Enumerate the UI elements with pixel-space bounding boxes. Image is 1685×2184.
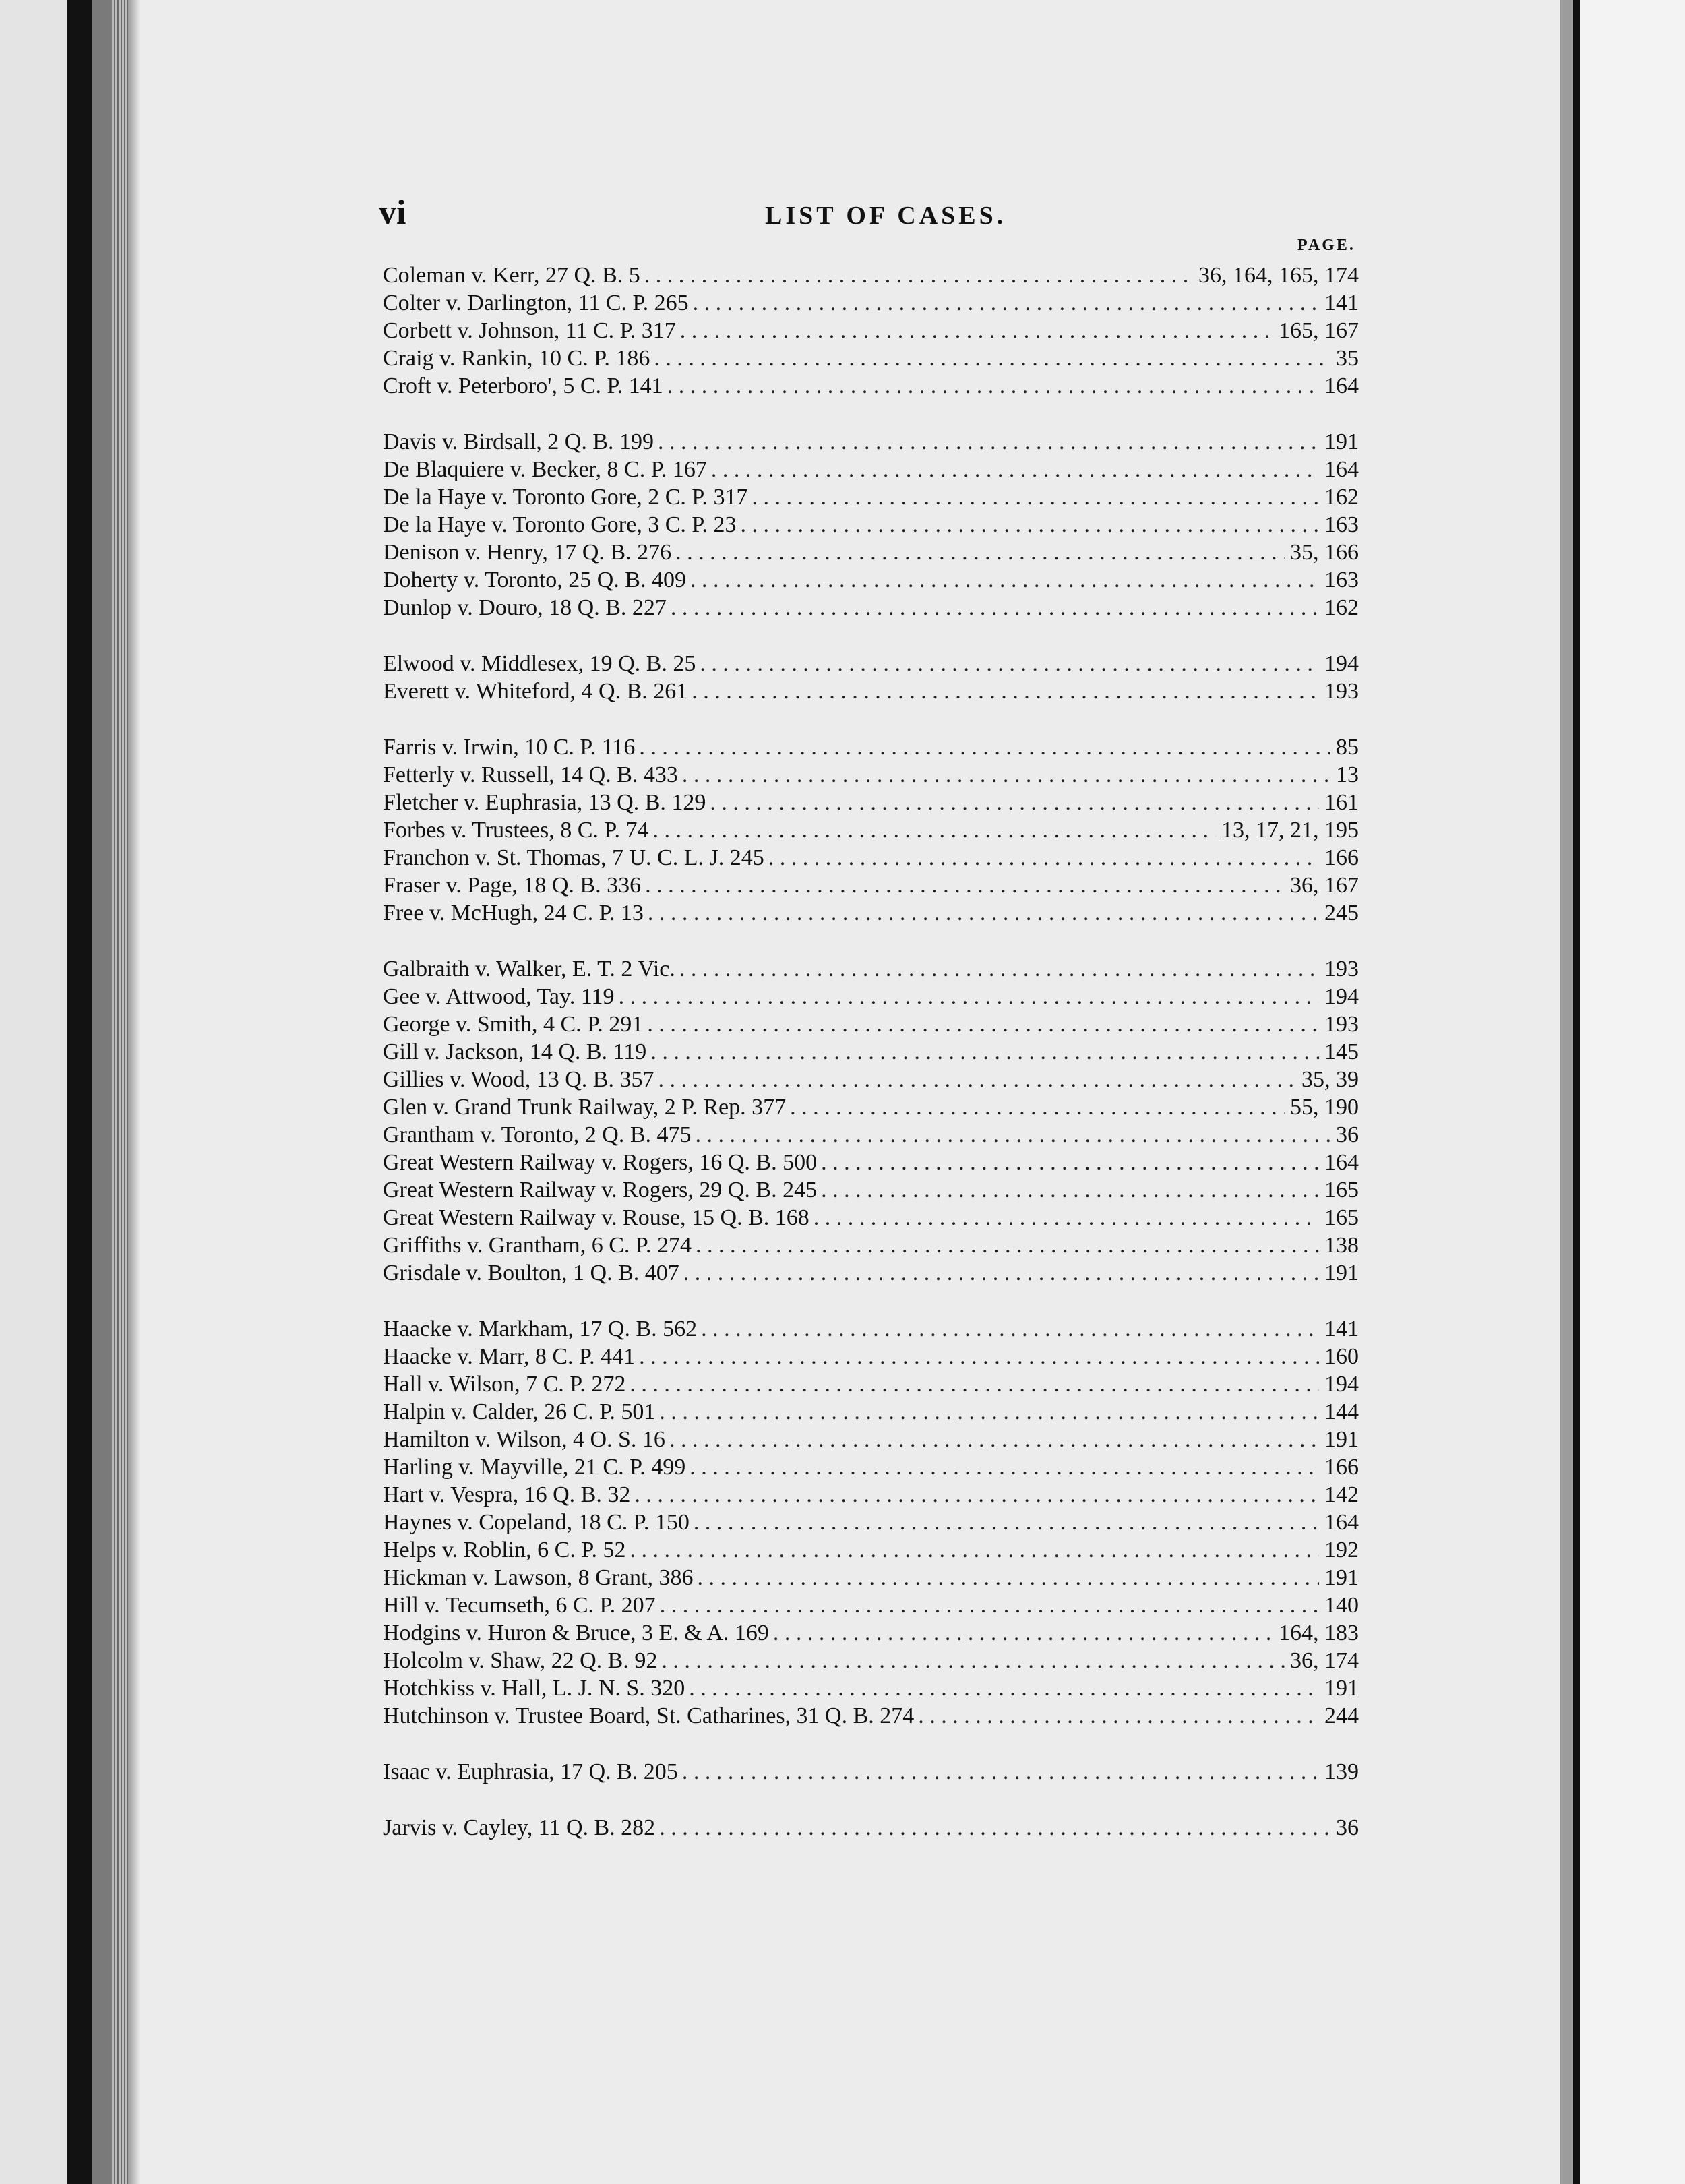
list-item [383,1591,1359,1619]
dot-leader [693,289,1319,317]
page-references: 85 [1336,735,1359,760]
case-citation: Hall v. Wilson, 7 C. P. 272 [383,1372,626,1397]
dot-leader [653,816,1216,844]
dot-leader [696,1121,1330,1149]
case-citation: Galbraith v. Walker, E. T. 2 Vic. [383,957,675,981]
page-references: 194 [1324,651,1359,676]
case-citation: Gee v. Attwood, Tay. 119 [383,984,615,1009]
page-references: 35 [1336,346,1359,371]
case-citation: Hodgins v. Huron & Bruce, 3 E. & A. 169 [383,1620,769,1645]
list-item [383,483,1359,511]
dot-leader [680,317,1273,344]
list-item [383,955,1359,983]
list-item [383,1038,1359,1066]
dot-leader [692,677,1319,705]
dot-leader [918,1702,1319,1730]
dot-leader [683,1259,1319,1287]
list-item [383,262,1359,289]
list-item [383,511,1359,539]
list-item [383,1259,1359,1287]
list-item [383,289,1359,317]
case-citation: Harling v. Mayville, 21 C. P. 499 [383,1455,686,1480]
list-item [383,317,1359,344]
gutter-shadow [128,0,140,2184]
dot-leader [648,899,1319,927]
dot-leader [711,456,1319,483]
list-item [383,789,1359,816]
list-item [383,372,1359,400]
page-references: 164 [1324,1510,1359,1535]
case-citation: Hutchinson v. Trustee Board, St. Catharines, 31 Q. B. 274 [383,1703,915,1728]
case-citation: Everett v. Whiteford, 4 Q. B. 261 [383,679,688,704]
page-references: 245 [1324,901,1359,926]
case-citation: Glen v. Grand Trunk Railway, 2 P. Rep. 377 [383,1095,787,1120]
dot-leader [659,1814,1330,1842]
page-references: 191 [1324,1565,1359,1590]
dot-leader [752,483,1319,511]
book-binding-shadow [67,0,92,2184]
page-references: 13, 17, 21, 195 [1221,818,1359,843]
list-item [383,899,1359,927]
case-citation: Fetterly v. Russell, 14 Q. B. 433 [383,762,678,787]
page-references: 165 [1324,1205,1359,1230]
case-citation: Colter v. Darlington, 11 C. P. 265 [383,291,689,315]
case-citation: De Blaquiere v. Becker, 8 C. P. 167 [383,457,707,482]
case-citation: Gill v. Jackson, 14 Q. B. 119 [383,1039,647,1064]
book-edge-left [0,0,67,2184]
list-item [383,844,1359,872]
dot-leader [659,1398,1319,1426]
dot-leader [658,1066,1296,1093]
list-item [383,1814,1359,1842]
case-citation: Elwood v. Middlesex, 19 Q. B. 25 [383,651,696,676]
dot-leader [682,761,1330,789]
list-item [383,1647,1359,1674]
dot-leader [671,594,1319,621]
list-item [383,1536,1359,1564]
dot-leader [696,1232,1319,1259]
case-citation: Holcolm v. Shaw, 22 Q. B. 92 [383,1648,658,1673]
page-references: 139 [1324,1759,1359,1784]
list-item [383,733,1359,761]
page-references: 140 [1324,1593,1359,1618]
list-item [383,1674,1359,1702]
dot-leader [658,428,1319,456]
running-head: LIST OF CASES. [765,202,1007,230]
page-references: 164, 183 [1279,1620,1359,1645]
page-references: 163 [1324,512,1359,537]
page-references: 36, 164, 165, 174 [1198,263,1359,288]
dot-leader [773,1619,1273,1647]
list-item [383,1758,1359,1786]
page-references: 36, 167 [1290,873,1359,898]
list-item [383,1481,1359,1509]
case-citation: Davis v. Birdsall, 2 Q. B. 199 [383,429,654,454]
case-citation: Great Western Railway v. Rogers, 29 Q. B. 245 [383,1178,818,1203]
dot-leader [634,1481,1319,1509]
list-item [383,428,1359,456]
dot-leader [645,872,1285,899]
case-citation: Great Western Railway v. Rouse, 15 Q. B. 168 [383,1205,809,1230]
list-item [383,1426,1359,1453]
case-citation: Haacke v. Markham, 17 Q. B. 562 [383,1316,698,1341]
case-citation: Grisdale v. Boulton, 1 Q. B. 407 [383,1261,679,1285]
dot-leader [689,1674,1319,1702]
list-item [383,1370,1359,1398]
list-item [383,872,1359,899]
dot-leader [710,789,1319,816]
page-references: 164 [1324,1150,1359,1175]
case-citation: De la Haye v. Toronto Gore, 2 C. P. 317 [383,485,748,510]
list-item [383,677,1359,705]
case-citation: Fletcher v. Euphrasia, 13 Q. B. 129 [383,790,706,815]
list-item [383,1176,1359,1204]
list-item [383,344,1359,372]
page-references: 166 [1324,845,1359,870]
case-citation: Hart v. Vespra, 16 Q. B. 32 [383,1482,631,1507]
page-references: 36, 174 [1290,1648,1359,1673]
page-stack-edges [112,0,128,2184]
dot-leader [675,539,1285,566]
list-item [383,1702,1359,1730]
page-references: 162 [1324,485,1359,510]
case-citation: Great Western Railway v. Rogers, 16 Q. B. 500 [383,1150,818,1175]
case-citation: Griffiths v. Grantham, 6 C. P. 274 [383,1233,692,1258]
dot-leader [814,1204,1319,1232]
list-item [383,1066,1359,1093]
dot-leader [790,1093,1285,1121]
list-item [383,1149,1359,1176]
dot-leader [694,1509,1319,1536]
page-references: 55, 190 [1290,1095,1359,1120]
page-column-label: PAGE. [1297,237,1355,254]
book-edge-right-shadow [1573,0,1580,2184]
list-item [383,1232,1359,1259]
dot-leader [619,983,1319,1010]
case-citation: De la Haye v. Toronto Gore, 3 C. P. 23 [383,512,737,537]
dot-leader [639,1343,1319,1370]
dot-leader [630,1370,1319,1398]
list-item [383,1343,1359,1370]
dot-leader [630,1536,1319,1564]
page-references: 191 [1324,1427,1359,1452]
page-references: 194 [1324,1372,1359,1397]
case-citation: Forbes v. Trustees, 8 C. P. 74 [383,818,649,843]
list-item [383,650,1359,677]
page-references: 36 [1336,1122,1359,1147]
page-references: 35, 39 [1301,1067,1359,1092]
case-list [383,262,1359,1842]
book-binding [92,0,112,2184]
case-citation: Fraser v. Page, 18 Q. B. 336 [383,873,642,898]
adjacent-page-strip [1580,0,1685,2184]
list-item [383,456,1359,483]
list-item [383,983,1359,1010]
dot-leader [654,344,1330,372]
page-right-edge [1560,0,1573,2184]
case-citation: Dunlop v. Douro, 18 Q. B. 227 [383,595,667,620]
case-citation: Hickman v. Lawson, 8 Grant, 386 [383,1565,694,1590]
dot-leader [821,1149,1319,1176]
list-item [383,1204,1359,1232]
dot-leader [661,1647,1285,1674]
case-citation: Hill v. Tecumseth, 6 C. P. 207 [383,1593,656,1618]
list-item [383,594,1359,621]
case-citation: Grantham v. Toronto, 2 Q. B. 475 [383,1122,692,1147]
page-references: 161 [1324,790,1359,815]
case-citation: Hamilton v. Wilson, 4 O. S. 16 [383,1427,665,1452]
list-item [383,1564,1359,1591]
page-references: 36 [1336,1815,1359,1840]
case-citation: Jarvis v. Cayley, 11 Q. B. 282 [383,1815,656,1840]
page-references: 164 [1324,373,1359,398]
list-item [383,1509,1359,1536]
list-item [383,761,1359,789]
list-item [383,816,1359,844]
page-references: 141 [1324,291,1359,315]
list-item [383,1010,1359,1038]
case-citation: Halpin v. Calder, 26 C. P. 501 [383,1399,656,1424]
case-citation: Haynes v. Copeland, 18 C. P. 150 [383,1510,690,1535]
list-item [383,1121,1359,1149]
dot-leader [682,1758,1319,1786]
case-citation: Free v. McHugh, 24 C. P. 13 [383,901,644,926]
page-references: 191 [1324,1261,1359,1285]
case-citation: Coleman v. Kerr, 27 Q. B. 5 [383,263,640,288]
page-references: 160 [1324,1344,1359,1369]
page-references: 166 [1324,1455,1359,1480]
list-item [383,539,1359,566]
dot-leader [697,1564,1319,1591]
list-item [383,1619,1359,1647]
dot-leader [701,1315,1319,1343]
dot-leader [669,1426,1319,1453]
list-item [383,1093,1359,1121]
dot-leader [660,1591,1319,1619]
page-references: 165 [1324,1178,1359,1203]
case-citation: Corbett v. Johnson, 11 C. P. 317 [383,318,676,343]
dot-leader [647,1010,1319,1038]
page-references: 192 [1324,1538,1359,1563]
dot-leader [690,1453,1319,1481]
case-citation: Haacke v. Marr, 8 C. P. 441 [383,1344,636,1369]
list-item [383,1315,1359,1343]
case-citation: Hotchkiss v. Hall, L. J. N. S. 320 [383,1676,685,1701]
page-references: 141 [1324,1316,1359,1341]
dot-leader [679,955,1319,983]
list-item [383,566,1359,594]
dot-leader [741,511,1319,539]
list-item [383,1453,1359,1481]
page-references: 144 [1324,1399,1359,1424]
case-citation: Craig v. Rankin, 10 C. P. 186 [383,346,650,371]
dot-leader [639,733,1330,761]
page-references: 244 [1324,1703,1359,1728]
list-item [383,1398,1359,1426]
page-references: 194 [1324,984,1359,1009]
dot-leader [768,844,1319,872]
case-citation: Gillies v. Wood, 13 Q. B. 357 [383,1067,654,1092]
page-references: 142 [1324,1482,1359,1507]
page-references: 138 [1324,1233,1359,1258]
case-citation: Doherty v. Toronto, 25 Q. B. 409 [383,568,686,593]
page-references: 193 [1324,957,1359,981]
page-references: 165, 167 [1279,318,1359,343]
page-number: vi [379,193,406,232]
case-citation: Franchon v. St. Thomas, 7 U. C. L. J. 245 [383,845,764,870]
page-references: 191 [1324,429,1359,454]
dot-leader [690,566,1319,594]
page-references: 13 [1336,762,1359,787]
page-references: 193 [1324,679,1359,704]
case-citation: Helps v. Roblin, 6 C. P. 52 [383,1538,626,1563]
dot-leader [667,372,1319,400]
case-citation: Denison v. Henry, 17 Q. B. 276 [383,540,672,565]
case-citation: Farris v. Irwin, 10 C. P. 116 [383,735,636,760]
page-references: 164 [1324,457,1359,482]
page-references: 145 [1324,1039,1359,1064]
dot-leader [821,1176,1319,1204]
case-citation: Isaac v. Euphrasia, 17 Q. B. 205 [383,1759,678,1784]
dot-leader [700,650,1319,677]
dot-leader [644,262,1193,289]
page-references: 191 [1324,1676,1359,1701]
page-references: 162 [1324,595,1359,620]
page-references: 163 [1324,568,1359,593]
case-citation: Croft v. Peterboro', 5 C. P. 141 [383,373,663,398]
case-citation: George v. Smith, 4 C. P. 291 [383,1012,644,1037]
dot-leader [650,1038,1319,1066]
page-references: 193 [1324,1012,1359,1037]
page-references: 35, 166 [1290,540,1359,565]
